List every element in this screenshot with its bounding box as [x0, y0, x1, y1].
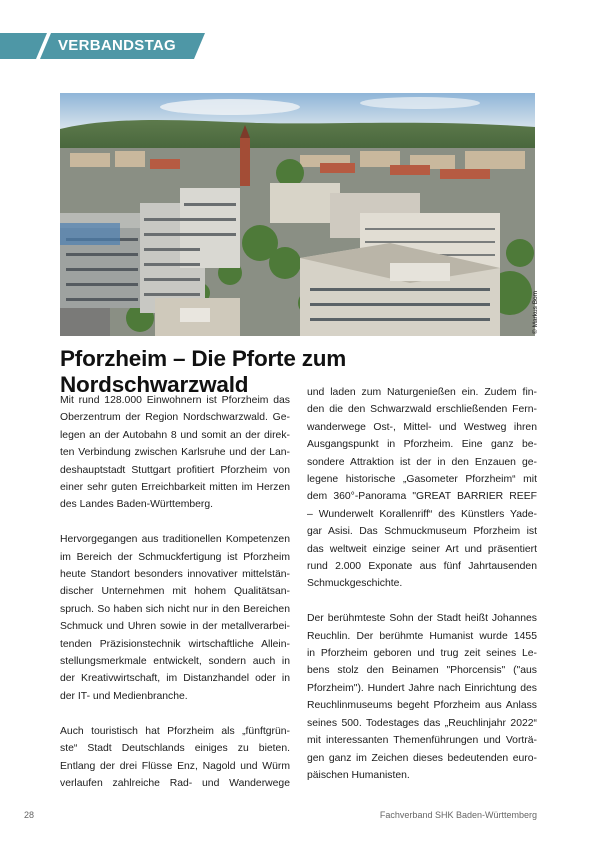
- article-title: Pforzheim – Die Pforte zum Nordschwarzwald: [60, 346, 347, 397]
- paragraph: [60, 723, 290, 793]
- text-line: Reuchlinmuseums begeht Pforzheim aus Anlass: [307, 700, 537, 712]
- text-line: einer sehr guten Erreichbarkeit mitten im Herzen: [60, 482, 290, 494]
- footer-organization: Fachverband SHK Baden-Württemberg: [379, 810, 537, 820]
- text-line: tenden Präzisionstechnik wirtschaftliche Allein-: [60, 638, 290, 650]
- city-aerial-photo: [60, 93, 535, 336]
- text-line: der IT- und Medienbranche.: [60, 690, 188, 702]
- text-line: legene historische „Gasometer Pforzheim“ mit: [307, 474, 537, 486]
- text-line: ten Verbindung zwischen Karlsruhe und der Lan-: [60, 447, 290, 459]
- text-line: päischen Humanisten.: [307, 769, 410, 781]
- text-line: wanderwege Ost-, Mittel- und Westweg ihren: [307, 421, 537, 433]
- text-line: Mit rund 128.000 Einwohnern ist Pforzheim das: [60, 395, 290, 406]
- text-line: sondere Attraktion ist der in den Enzauen ge-: [307, 456, 537, 468]
- text-line: ste“ Stadt Deutschlands einiges zu bieten.: [60, 743, 290, 755]
- text-line: bens stolz den Beinamen "Phorcensis" ("aus: [307, 665, 537, 677]
- text-line: und laden zum Naturgenießen ein. Zudem fin-: [307, 387, 537, 398]
- text-line: dem 360°-Panorama "GREAT BARRIER REEF: [307, 491, 537, 503]
- text-line: legen an der Autobahn 8 und somit an der direk-: [60, 429, 290, 441]
- text-line: Pforzheim"). Hundert Jahre nach Einrichtung des: [307, 682, 537, 694]
- section-label: VERBANDSTAG: [58, 37, 177, 54]
- text-line: seines 500. Todestages das „Reuchlinjahr 2022“: [307, 717, 537, 729]
- text-line: das weltweit einzige seiner Art und präsentiert: [307, 543, 537, 555]
- text-line: rund 2.000 Exponate aus fünf Jahrtausenden: [307, 561, 537, 573]
- text-line: den die den Schwarzwald erschließenden Fern-: [307, 404, 537, 416]
- text-line: discher Unternehmen mit hohem Qualitätsan-: [60, 586, 290, 598]
- text-line: Auch touristisch hat Pforzheim als „fünftgrün-: [60, 725, 290, 737]
- text-line: Ausgangspunkt in Pforzheim. Eine ganz be-: [307, 439, 537, 451]
- text-line: des Landes Baden-Württemberg.: [60, 499, 214, 511]
- article-column-right: [307, 384, 537, 802]
- paragraph: [307, 610, 537, 784]
- text-line: Schmuckgeschichte.: [307, 578, 403, 590]
- text-line: Entlang der drei Flüsse Enz, Nagold und Würm: [60, 760, 290, 772]
- text-line: Reuchlin. Der berühmte Humanist wurde 1455: [307, 630, 537, 642]
- text-line: Der berühmteste Sohn der Stadt heißt Johannes: [307, 613, 537, 625]
- paragraph: [60, 392, 290, 514]
- text-line: Hervorgegangen aus traditionellen Kompetenzen: [60, 534, 290, 546]
- text-line: stellungsmerkmale entwickelt, sondern auch in: [60, 656, 290, 668]
- text-line: deshauptstadt Stuttgart profitiert Pforzheim von: [60, 464, 290, 476]
- article-column-left: [60, 392, 290, 810]
- text-line: – Wunderwelt Korallenriff“ des Künstlers Yade-: [307, 508, 537, 520]
- text-line: der Kreativwirtschaft, im Distanzhandel oder in: [60, 673, 290, 685]
- text-line: in Pforzheim geboren und trug zeit seines Le-: [307, 648, 537, 660]
- text-line: im Bereich der Schmuckfertigung ist Pforzheim: [60, 551, 290, 563]
- text-line: spruch. So haben sich nicht nur in den Bereichen: [60, 603, 290, 615]
- photo-credit: © Markus Bom: [532, 290, 539, 334]
- text-line: gen ganz im Zeichen dieses bedeutenden euro-: [307, 752, 537, 764]
- text-line: Schmuck und Uhren sowie in der metallverarbei-: [60, 621, 290, 633]
- text-line: gar Asisi. Das Schmuckmuseum Pforzheim ist: [307, 526, 537, 538]
- text-line: heute Standort besonders innovativer mittelstän-: [60, 569, 290, 581]
- page-number: 28: [24, 810, 35, 820]
- paragraph: [60, 531, 290, 705]
- paragraph: [307, 384, 537, 593]
- text-line: verlaufen zahlreiche Rad- und Wanderwege: [60, 777, 290, 789]
- text-line: Oberzentrum der Region Nordschwarzwald. Ge-: [60, 412, 290, 424]
- text-line: mit interessanten Themenführungen und Vorträ-: [307, 735, 537, 747]
